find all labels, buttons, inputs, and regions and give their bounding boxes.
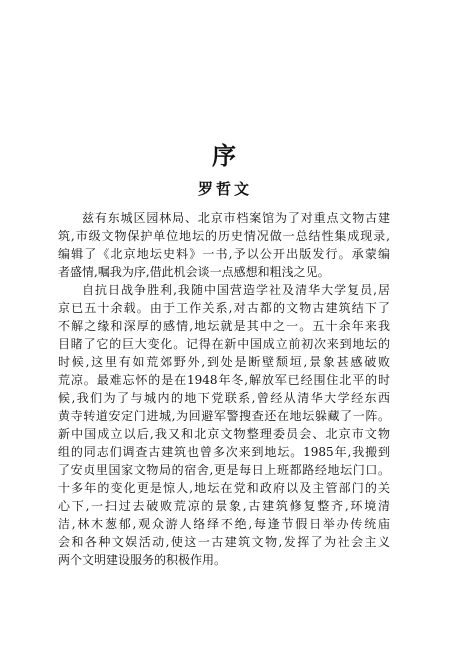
text-line: 了安贞里国家文物局的宿舍,更是每日上班都路经地坛门口。 (58, 463, 390, 477)
text-line: 黄寺转道安定门进城,为回避军警搜查还在地坛躲藏了一阵。 (58, 409, 390, 423)
text-line: 两个文明建设服务的积极作用。 (58, 553, 227, 567)
text-line: 自抗日战争胜利,我随中国营造学社及清华大学复员,居 (82, 283, 390, 297)
text-line: 筑,市级文物保护单位地坛的历史情况做一总结性集成现录, (58, 229, 390, 243)
text-line: 者盛情,嘱我为序,借此机会谈一点感想和粗浅之见。 (58, 265, 330, 279)
preface-title: 序 (212, 141, 238, 170)
text-line: 候,我们为了与城内的地下党联系,曾经从清华大学经东西 (58, 391, 390, 405)
text-line: 兹有东城区园林局、北京市档案馆为了对重点文物古建 (82, 211, 390, 225)
text-line: 不解之缘和深厚的感情,地坛就是其中之一。五十余年来我 (58, 319, 390, 333)
text-line: 会和各种文娱活动,使这一古建筑文物,发挥了为社会主义 (58, 535, 390, 549)
text-line: 新中国成立以后,我又和北京文物整理委员会、北京市文物 (58, 427, 390, 441)
preface-body (58, 209, 390, 569)
author-name: 罗哲文 (197, 180, 252, 198)
text-line: 荒凉。最难忘怀的是在1948年冬,解放军已经围住北平的时 (58, 373, 390, 387)
text-line: 时候,这里有如荒郊野外,到处是断壁颓垣,景象甚感破败 (58, 355, 390, 369)
text-line: 编辑了《北京地坛史料》一书,予以公开出版发行。承蒙编 (58, 247, 390, 261)
text-line: 心下,一扫过去破败荒凉的景象,古建筑修复整齐,环境清 (58, 499, 390, 513)
text-line: 组的同志们调查古建筑也曾多次来到地坛。1985年,我搬到 (58, 445, 390, 459)
text-line: 十多年的变化更是惊人,地坛在党和政府以及主管部门的关 (58, 481, 390, 495)
text-line: 目睹了它的巨大变化。记得在新中国成立前初次来到地坛的 (58, 337, 390, 351)
text-line: 京已五十余载。由于工作关系,对古都的文物古建筑结下了 (58, 301, 390, 315)
text-line: 洁,林木葱郁,观众游人络绎不绝,每逢节假日举办传统庙 (58, 517, 390, 531)
